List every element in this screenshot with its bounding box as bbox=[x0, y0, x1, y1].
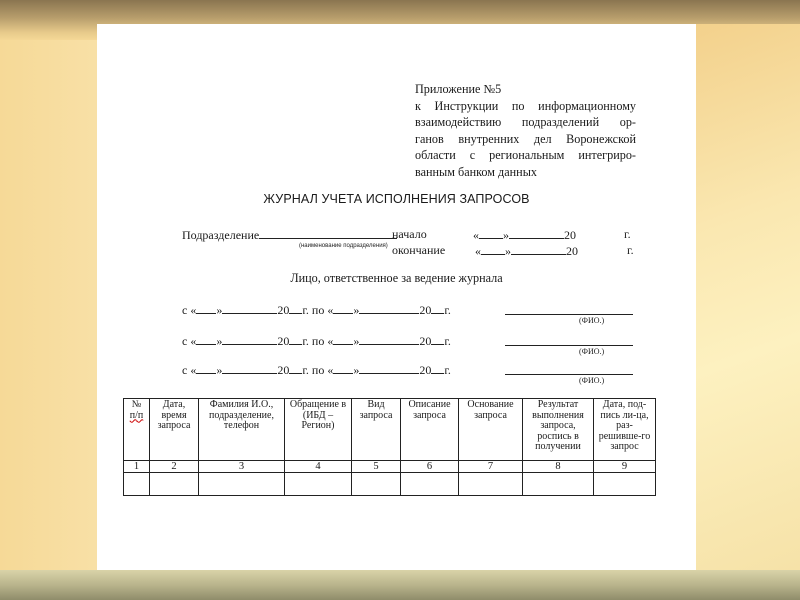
day-blank bbox=[333, 302, 353, 314]
quote-close: » bbox=[353, 363, 360, 377]
quote-close: » bbox=[503, 228, 509, 242]
fio-blank bbox=[505, 363, 633, 375]
year-blank bbox=[431, 333, 444, 345]
year-prefix: 20 bbox=[277, 303, 290, 317]
fio-caption: (ФИО.) bbox=[579, 376, 605, 385]
start-label: начало bbox=[392, 227, 427, 241]
column-number: 6 bbox=[401, 461, 459, 473]
from-label: с « bbox=[182, 303, 197, 317]
to-label: г. по « bbox=[302, 363, 334, 377]
year-prefix: 20 bbox=[564, 228, 576, 242]
month-blank bbox=[222, 333, 277, 345]
column-number-row bbox=[124, 461, 656, 473]
year-prefix: 20 bbox=[419, 363, 432, 377]
empty-cell bbox=[285, 473, 352, 496]
empty-cell bbox=[523, 473, 594, 496]
subdivision-caption: (наименование подразделения) bbox=[299, 243, 388, 249]
annex-line: ванным банком данных bbox=[415, 164, 537, 179]
start-year-suffix: г. bbox=[624, 227, 631, 241]
fio-caption: (ФИО.) bbox=[579, 316, 605, 325]
quote-close: » bbox=[505, 244, 511, 258]
header-cell-signature: Дата, под-пись ли-ца, раз-решивше-го запрос bbox=[594, 399, 656, 461]
day-blank bbox=[196, 362, 216, 374]
year-blank bbox=[431, 302, 444, 314]
quote-close: » bbox=[216, 303, 223, 317]
table-header-row bbox=[124, 399, 656, 461]
slide-background-left bbox=[0, 40, 97, 570]
month-blank bbox=[359, 362, 419, 374]
journal-title: ЖУРНАЛ УЧЕТА ИСПОЛНЕНИЯ ЗАПРОСОВ bbox=[263, 192, 530, 206]
header-cell-name: Фамилия И.О., подразделение, телефон bbox=[199, 399, 285, 461]
header-cell-description: Описание запроса bbox=[401, 399, 459, 461]
fio-blank bbox=[505, 303, 633, 315]
document-page bbox=[97, 24, 696, 570]
annex-line: Приложение №5 bbox=[415, 82, 502, 96]
quote-open: « bbox=[475, 244, 481, 258]
from-label: с « bbox=[182, 363, 197, 377]
year-prefix: 20 bbox=[419, 334, 432, 348]
empty-cell bbox=[352, 473, 401, 496]
start-date-field bbox=[392, 227, 427, 242]
year-suffix: г. bbox=[444, 303, 451, 317]
end-year-suffix: г. bbox=[627, 243, 634, 257]
empty-cell bbox=[150, 473, 199, 496]
start-date-blanks bbox=[473, 227, 576, 243]
annex-line: ганов внутренних дел Воронежской bbox=[415, 131, 636, 146]
header-cell-type: Вид запроса bbox=[352, 399, 401, 461]
column-number: 9 bbox=[594, 461, 656, 473]
empty-cell bbox=[459, 473, 523, 496]
empty-cell bbox=[401, 473, 459, 496]
year-suffix: г. bbox=[444, 363, 451, 377]
annex-header bbox=[415, 81, 636, 180]
table-row bbox=[124, 473, 656, 496]
subdivision-blank bbox=[259, 227, 397, 239]
header-text: п/п bbox=[129, 409, 144, 421]
header-cell-request-to: Обращение в (ИБД – Регион) bbox=[285, 399, 352, 461]
quote-close: » bbox=[353, 334, 360, 348]
to-label: г. по « bbox=[302, 303, 334, 317]
month-blank bbox=[509, 227, 564, 239]
column-number: 8 bbox=[523, 461, 594, 473]
year-suffix: г. bbox=[444, 334, 451, 348]
fio-blank bbox=[505, 334, 633, 346]
header-cell-basis: Основание запроса bbox=[459, 399, 523, 461]
empty-cell bbox=[124, 473, 150, 496]
column-number: 1 bbox=[124, 461, 150, 473]
year-prefix: 20 bbox=[566, 244, 578, 258]
column-number: 5 bbox=[352, 461, 401, 473]
slide-background-bottom bbox=[0, 570, 800, 600]
responsible-row bbox=[182, 302, 451, 318]
header-cell-result: Результат выполнения запроса, роспись в получении bbox=[523, 399, 594, 461]
end-date-field bbox=[392, 243, 445, 258]
year-prefix: 20 bbox=[277, 363, 290, 377]
responsible-row bbox=[182, 362, 451, 378]
annex-line: к Инструкции по информационному bbox=[415, 98, 636, 113]
column-number: 4 bbox=[285, 461, 352, 473]
month-blank bbox=[222, 302, 277, 314]
year-blank bbox=[289, 333, 302, 345]
day-blank bbox=[333, 333, 353, 345]
quote-close: » bbox=[216, 334, 223, 348]
to-label: г. по « bbox=[302, 334, 334, 348]
year-blank bbox=[431, 362, 444, 374]
month-blank bbox=[511, 243, 566, 255]
quote-open: « bbox=[473, 228, 479, 242]
header-cell-date: Дата, время запроса bbox=[150, 399, 199, 461]
column-number: 7 bbox=[459, 461, 523, 473]
fio-caption: (ФИО.) bbox=[579, 347, 605, 356]
day-blank bbox=[479, 227, 503, 239]
quote-close: » bbox=[216, 363, 223, 377]
empty-cell bbox=[199, 473, 285, 496]
quote-close: » bbox=[353, 303, 360, 317]
subdivision-field bbox=[182, 227, 397, 243]
day-blank bbox=[481, 243, 505, 255]
journal-table bbox=[123, 398, 656, 496]
year-prefix: 20 bbox=[419, 303, 432, 317]
day-blank bbox=[196, 302, 216, 314]
annex-line: взаимодействию подразделений ор- bbox=[415, 115, 636, 129]
header-cell-number bbox=[124, 399, 150, 461]
month-blank bbox=[359, 302, 419, 314]
year-prefix: 20 bbox=[277, 334, 290, 348]
column-number: 3 bbox=[199, 461, 285, 473]
header-text: № bbox=[131, 399, 142, 410]
subdivision-label: Подразделение bbox=[182, 228, 260, 242]
year-blank bbox=[289, 362, 302, 374]
day-blank bbox=[196, 333, 216, 345]
responsible-title: Лицо, ответственное за ведение журнала bbox=[290, 271, 503, 285]
month-blank bbox=[359, 333, 419, 345]
day-blank bbox=[333, 362, 353, 374]
end-label: окончание bbox=[392, 243, 446, 257]
empty-cell bbox=[594, 473, 656, 496]
slide-background-right bbox=[696, 24, 800, 570]
annex-line: области с региональным интегриро- bbox=[415, 148, 636, 162]
responsible-row bbox=[182, 333, 451, 349]
year-blank bbox=[289, 302, 302, 314]
month-blank bbox=[222, 362, 277, 374]
end-date-blanks bbox=[475, 243, 578, 259]
column-number: 2 bbox=[150, 461, 199, 473]
from-label: с « bbox=[182, 334, 197, 348]
